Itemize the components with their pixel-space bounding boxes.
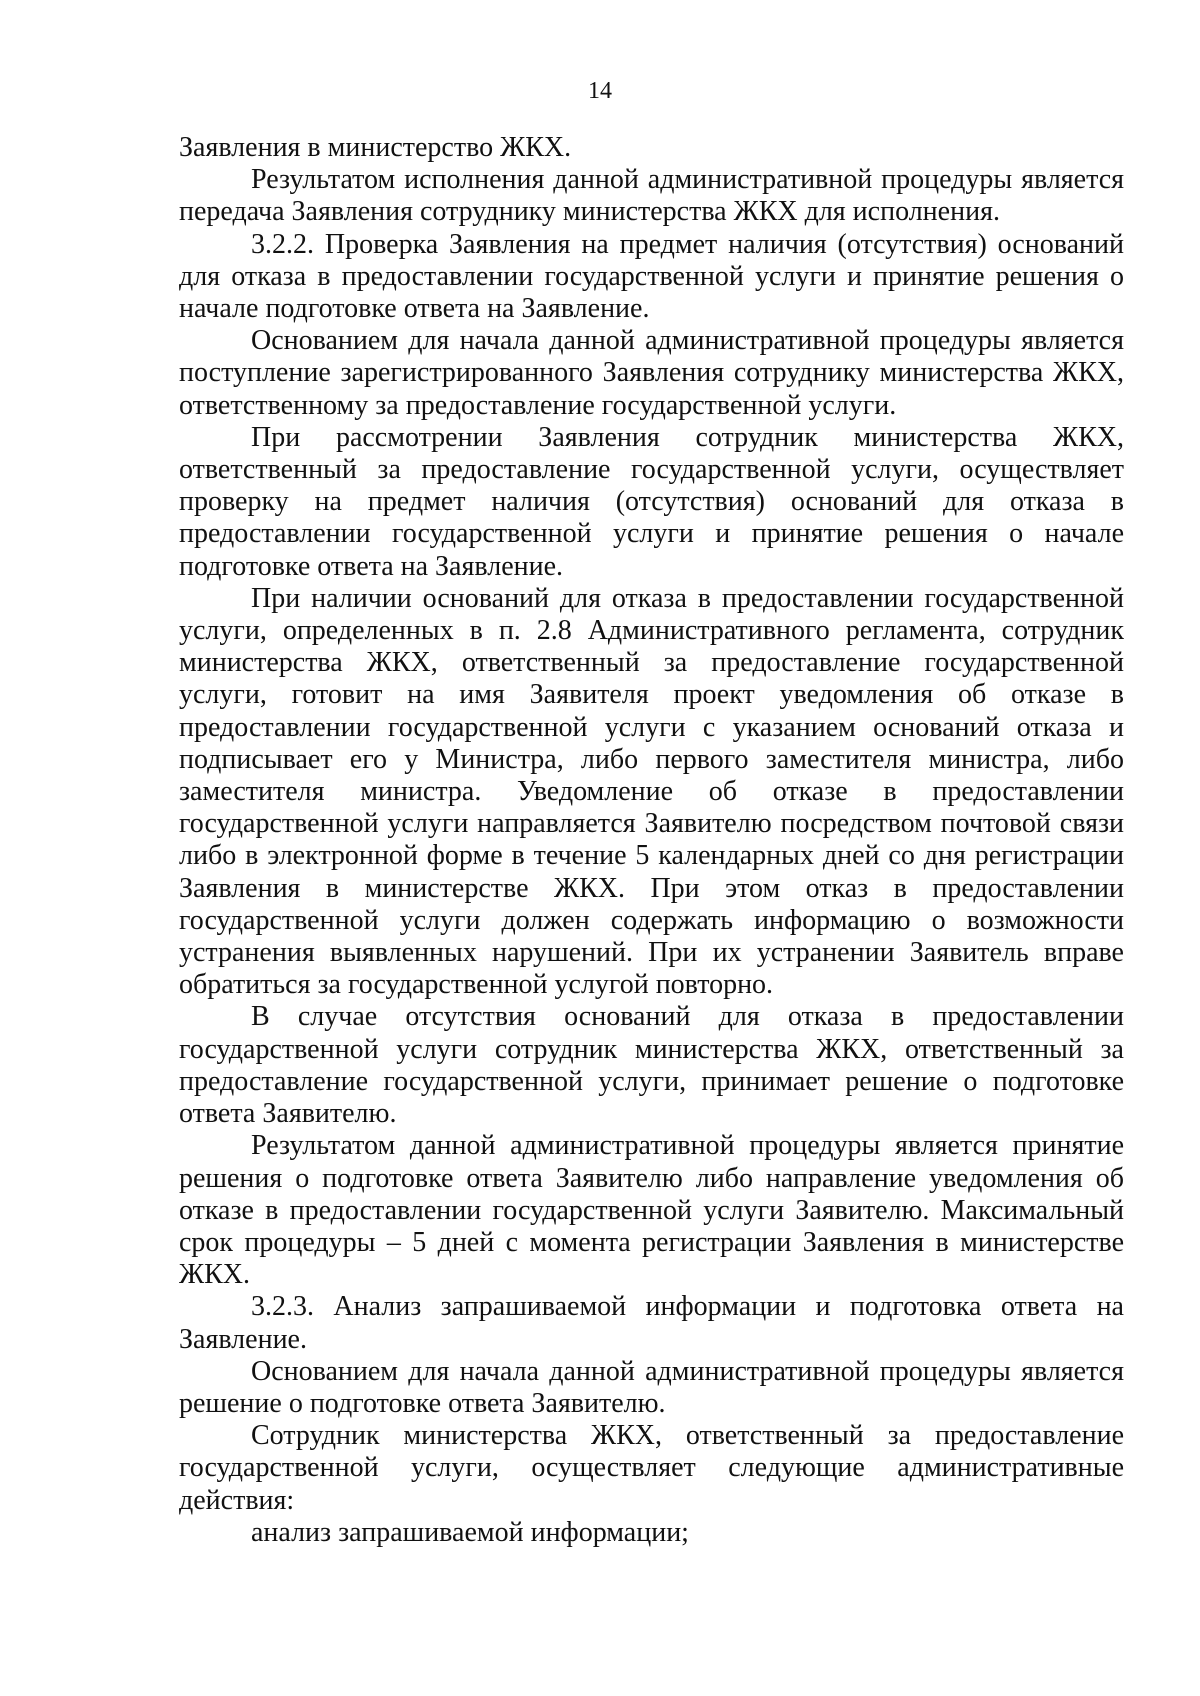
- document-body: [179, 132, 1124, 1549]
- section-heading-3-2-2: 3.2.2. Проверка Заявления на предмет наличия (отсутствия) оснований для отказа в предоставлении государственной услуги и принятие решения о начале подготовке ответа на Заявление.: [179, 228, 1124, 325]
- paragraph-review: При рассмотрении Заявления сотрудник министерства ЖКХ, ответственный за предоставление государственной услуги, осуществляет проверку на предмет наличия (отсутствия) оснований для отказа в предоставлении государственной услуги и принятие решения о начале подготовке ответа на Заявление.: [179, 421, 1124, 582]
- paragraph-result-decision: Результатом данной административной процедуры является принятие решения о подготовке ответа Заявителю либо направление уведомления об отказе в предоставлении государственной услуги Заявителю. Максимальный срок процедуры – 5 дней с момента регистрации Заявления в министерстве ЖКХ.: [179, 1130, 1124, 1291]
- paragraph-no-grounds: В случае отсутствия оснований для отказа в предоставлении государственной услуги сотрудник министерства ЖКХ, ответственный за предоставление государственной услуги, принимает решение о подготовке ответа Заявителю.: [179, 1001, 1124, 1130]
- paragraph-basis: Основанием для начала данной административной процедуры является поступление зарегистрированного Заявления сотруднику министерства ЖКХ, ответственному за предоставление государственной услуги.: [179, 325, 1124, 421]
- paragraph-refusal-grounds: При наличии оснований для отказа в предоставлении государственной услуги, определенных в п. 2.8 Административного регламента, сотрудник министерства ЖКХ, ответственный за предоставление государственной услуги, готовит на имя Заявителя проект уведомления об отказе в предоставлении государственной услуги с указанием оснований отказа и подписывает его у Министра, либо первого заместителя министра, либо заместителя министра. Уведомление об отказе в предоставлении государственной услуги направляется Заявителю посредством почтовой связи либо в электронной форме в течение 5 календарных дней со дня регистрации Заявления в министерстве ЖКХ. При этом отказ в предоставлении государственной услуги должен содержать информацию о возможности устранения выявленных нарушений. При их устранении Заявитель вправе обратиться за государственной услугой повторно.: [179, 582, 1124, 1001]
- page-number: 14: [588, 78, 612, 104]
- paragraph-employee-actions: Сотрудник министерства ЖКХ, ответственный за предоставление государственной услуги, осуществляет следующие административные действия:: [179, 1420, 1124, 1516]
- section-heading-3-2-3: 3.2.3. Анализ запрашиваемой информации и подготовка ответа на Заявление.: [179, 1291, 1124, 1355]
- paragraph-result-transfer: Результатом исполнения данной административной процедуры является передача Заявления сотруднику министерства ЖКХ для исполнения.: [179, 164, 1124, 228]
- paragraph-basis-answer: Основанием для начала данной административной процедуры является решение о подготовке ответа Заявителю.: [179, 1355, 1124, 1419]
- paragraph-continuation: Заявления в министерство ЖКХ.: [179, 132, 572, 163]
- list-item-analysis: анализ запрашиваемой информации;: [251, 1516, 689, 1548]
